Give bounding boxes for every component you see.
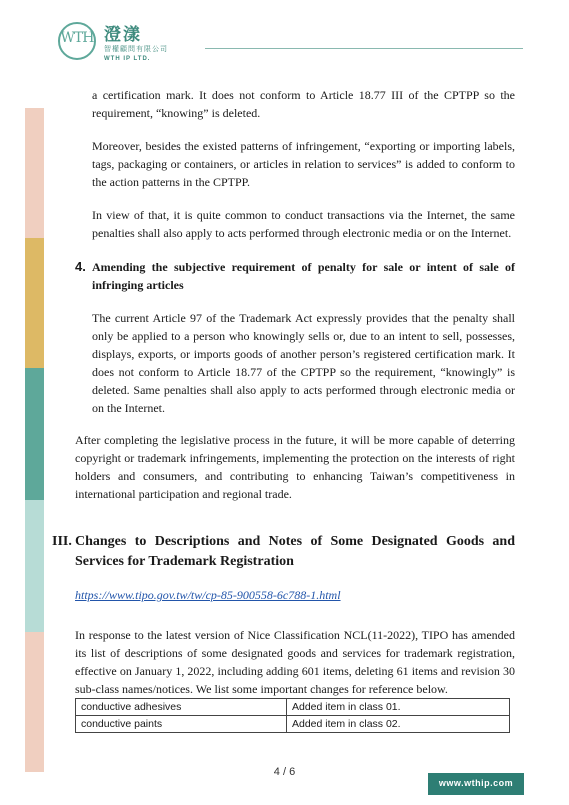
paragraph-infringement-patterns: Moreover, besides the existed patterns of infringement, “exporting or importing labels, tags, packaging or containers, or articles in relation to services” is added to conform to the action patterns in the CPTPP.: [92, 139, 515, 189]
logo-english-name: WTH IP LTD.: [104, 56, 151, 62]
side-color-bar-teal: [25, 368, 44, 500]
table-row: [76, 699, 510, 716]
footer-website-url: www.wthip.com: [438, 778, 514, 788]
company-logo: [58, 18, 208, 70]
table-cell-change: Added item in class 02.: [287, 716, 510, 733]
side-color-bar-light-teal: [25, 500, 44, 632]
paragraph-article-97: The current Article 97 of the Trademark Act expressly provides that the penalty shall only be applied to a person who knowingly sells or, due to an intent to sell, possesses, displays, exports, or imports goods of another person’s registered certification mark. It does not conform to Article 18.77 of the CPTPP so the requirement, “knowingly” is deleted. Same penalties shall also apply to acts performed through electronic media or on the Internet.: [92, 311, 515, 415]
logo-emblem: [58, 22, 96, 60]
table-row: [76, 716, 510, 733]
logo-chinese-name: 澄漾: [104, 25, 142, 45]
footer-website-badge[interactable]: [428, 773, 524, 795]
logo-chinese-subtitle: 智權顧問有限公司: [104, 45, 168, 53]
chapter-title: Changes to Descriptions and Notes of Some Designated Goods and Services for Trademark Registration: [75, 534, 515, 569]
paragraph-nice-classification: In response to the latest version of Nice Classification NCL(11-2022), TIPO has amended its list of descriptions of some designated goods and services for trademark registration, effective on January 1, 2022, including adding 601 items, deleting 61 items and revision 30 sub-class names/notices. We list some important changes for reference below.: [75, 628, 515, 696]
side-color-bar-gold: [25, 238, 44, 368]
chapter-number: III.: [52, 534, 72, 549]
table-cell-item: conductive paints: [76, 716, 287, 733]
paragraph-legislative-process: After completing the legislative process in the future, it will be more capable of deterring copyright or trademark infringements, implementing the protection on the interests of right holders and consumers, and contributing to enhancing Taiwan’s competitiveness in international participation and regional trade.: [75, 433, 515, 501]
logo-monogram: WTH: [60, 30, 94, 46]
table-cell-change: Added item in class 01.: [287, 699, 510, 716]
table-cell-item: conductive adhesives: [76, 699, 287, 716]
section-title: Amending the subjective requirement of penalty for sale or intent of sale of infringing articles: [92, 260, 515, 292]
paragraph-internet-transactions: In view of that, it is quite common to conduct transactions via the Internet, the same penalties shall also apply to acts performed through electronic media or on the Internet.: [92, 208, 515, 240]
page-number: 4 / 6: [273, 766, 296, 778]
section-number: 4.: [75, 259, 86, 274]
header-divider: [205, 48, 523, 49]
paragraph-certification-mark: a certification mark. It does not conform to Article 18.77 III of the CPTPP so the requirement, “knowing” is deleted.: [92, 88, 515, 120]
tipo-reference-link[interactable]: https://www.tipo.gov.tw/tw/cp-85-900558-6c788-1.html: [75, 588, 341, 602]
side-color-bar-pink-bottom: [25, 632, 44, 772]
designated-goods-table: [75, 698, 510, 733]
side-color-bar-pink: [25, 108, 44, 238]
